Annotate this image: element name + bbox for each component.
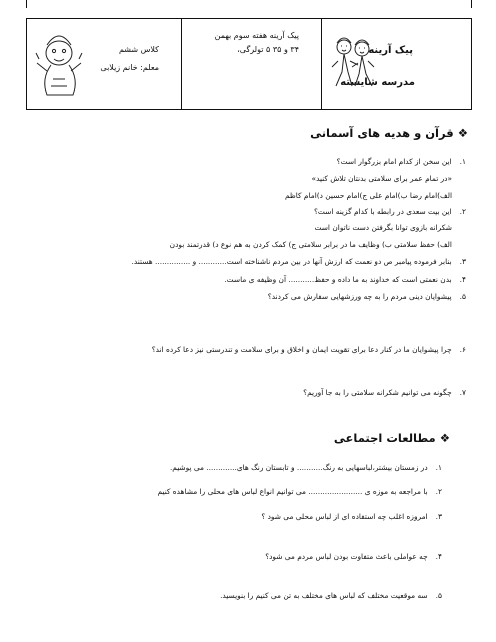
question-1-options: الف)امام رضا ب)امام علی ج)امام حسین د)امام کاظم <box>284 191 452 200</box>
section-quran-title: قرآن و هدیه های آسمانی <box>310 126 454 140</box>
top-border <box>26 0 472 8</box>
children-drawing-icon <box>328 33 378 93</box>
pack-dates: ۳۴ و ۳۵ ۵ تولرگی، <box>237 45 299 54</box>
teacher-label: معلم: خانم زیلابی <box>100 63 159 72</box>
question-5: ۵. پیشوایان دینی مردم را به چه ورزشهایی سفارش می کردند؟ <box>267 292 466 301</box>
header-school-cell <box>321 19 471 109</box>
section-social-title: مطالعات اجتماعی <box>333 431 436 445</box>
question-4: ۴. بدن نعمتی است که خداوند به ما داده و حفظ........... آن وظیفه ی ماست. <box>224 275 466 284</box>
header-class-cell <box>27 19 181 109</box>
diamond-bullet-icon: ❖ <box>457 126 468 140</box>
section-social-heading <box>334 431 450 445</box>
pack-title: پیک آرینه هفته سوم بهمن <box>214 31 299 40</box>
social-question-2: ۲. با مراجعه به موزه ی ....................... می توانیم انواع لباس های محلی را مشاهده کنیم <box>157 487 442 496</box>
social-question-5: ۵. سه موقعیت مختلف که لباس های مختلف به تن می کنیم را بنویسید. <box>220 591 442 600</box>
social-question-1: ۱. در زمستان بیشتر،لباسهایی به رنگ........... و تابستان رنگ های............. می پوشیم. <box>169 463 442 472</box>
header-table <box>26 18 472 110</box>
school-name: مدرسه شایسته <box>340 77 415 88</box>
header-info-cell <box>181 19 321 109</box>
question-2: ۲. این بیت سعدی در رابطه با کدام گزینه است؟ <box>313 207 466 216</box>
question-6: ۶. چرا پیشوایان ما در کنار دعا برای تقویت ایمان و اخلاق و برای سلامت و تندرستی نیز دعا کرده اند؟ <box>151 345 466 354</box>
boy-drawing-icon <box>33 29 85 99</box>
school-title: پیک آرینه <box>368 45 413 56</box>
question-2-options: الف) حفظ سلامتی ب) وظایف ما در برابر سلامتی ج) کمک کردن به هم نوع د) قدرتمند بودن <box>169 240 452 249</box>
class-label: کلاس ششم <box>118 45 159 54</box>
social-question-4: ۴. چه عواملی باعث متفاوت بودن لباس مردم می شود؟ <box>265 552 442 561</box>
diamond-bullet-icon: ❖ <box>439 431 450 445</box>
question-1-quote: «در تمام عمر برای سلامتی بدنتان تلاش کنید» <box>311 174 452 183</box>
section-quran-heading <box>310 126 468 140</box>
question-2-quote: شکرانه بازوی توانا بگرفتن دست ناتوان است <box>314 223 452 232</box>
question-1: ۱. این سخن از کدام امام بزرگوار است؟ <box>336 157 466 166</box>
question-3: ۳. بنابر فرموده پیامبر ص دو نعمت که ارزش آنها در بین مردم ناشناخته است............ و ............... هستند. <box>131 257 466 266</box>
question-7: ۷. چگونه می توانیم شکرانه سلامتی را به جا آوریم؟ <box>303 388 466 397</box>
social-question-3: ۳. امروزه اغلب چه استفاده ای از لباس محلی می شود ؟ <box>261 512 442 521</box>
